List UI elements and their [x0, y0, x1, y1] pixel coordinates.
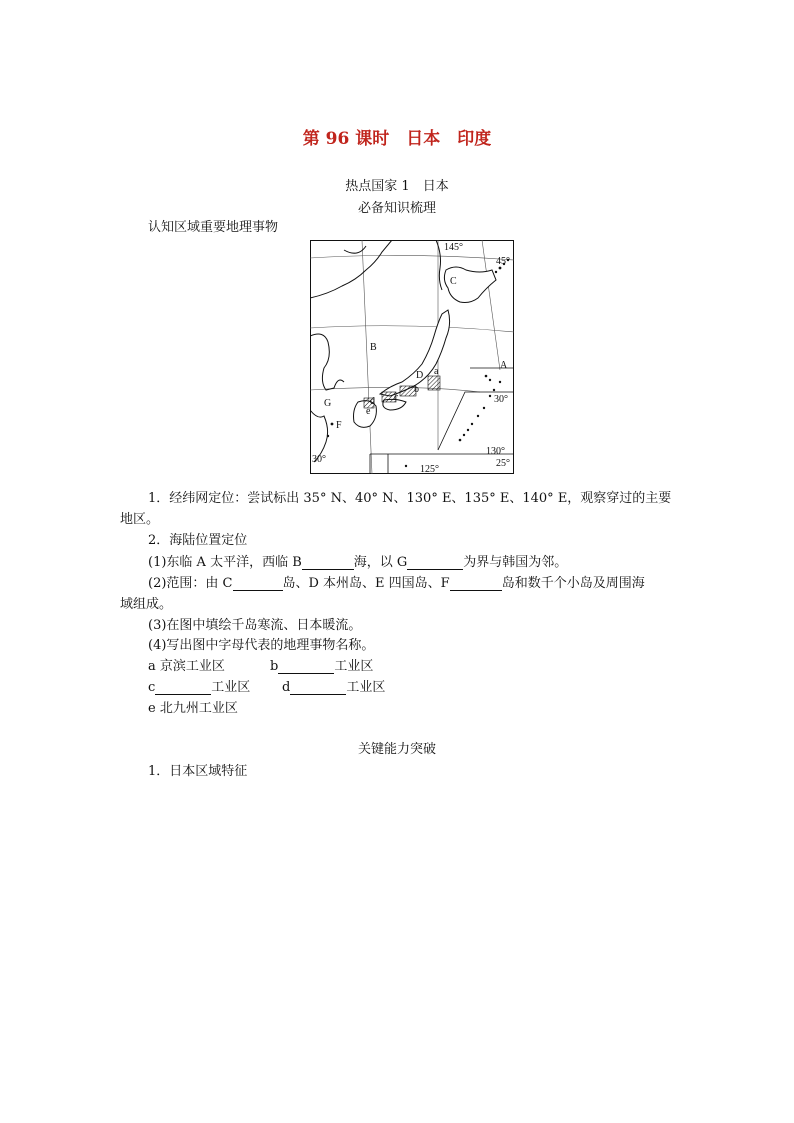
item-a: a 京滨工业区: [148, 659, 225, 674]
q2-2-part3: 岛和数千个小岛及周围海: [501, 576, 645, 591]
map-label-e: e: [366, 406, 371, 417]
map-label-d: d: [370, 396, 375, 407]
map-label-30-left: 30°: [312, 454, 326, 465]
item-b: b 工业区: [270, 659, 374, 674]
subheading-ability: 关键能力突破: [357, 742, 436, 757]
map-label-G: G: [324, 398, 332, 409]
map-label-C: C: [450, 276, 457, 287]
q2-1-part3: 为界与韩国为邻。: [463, 555, 568, 570]
q2-2-part1: (2)范围：由 C: [148, 576, 233, 591]
question-1-line2: 地区。: [120, 512, 160, 527]
subheading-knowledge: 必备知识梳理: [357, 201, 436, 216]
map-label-D: D: [416, 370, 424, 381]
japan-map: [310, 240, 514, 474]
answer-blank-b[interactable]: [278, 659, 334, 674]
answer-blank-strait[interactable]: [407, 555, 463, 570]
map-label-25: 25°: [496, 458, 510, 469]
item-d: d 工业区: [282, 680, 386, 695]
map-label-30-right: 30°: [494, 394, 508, 405]
answer-blank-c[interactable]: [155, 680, 211, 695]
answer-blank-island-c[interactable]: [233, 576, 283, 591]
question-1-line1: 1．经纬网定位：尝试标出 35° N、40° N、130° E、135° E、140° E，观察穿过的主要: [148, 491, 672, 506]
map-label-B: B: [370, 342, 377, 353]
item-c: c 工业区: [148, 680, 251, 695]
section-heading: 热点国家 1 日本: [345, 179, 449, 194]
map-label-F: F: [336, 420, 342, 431]
map-label-A: A: [500, 360, 508, 371]
map-label-125: 125°: [420, 464, 439, 474]
answer-blank-sea[interactable]: [302, 555, 354, 570]
question-2-3: (3)在图中填绘千岛寒流、日本暖流。: [148, 618, 362, 633]
q2-1-part1: (1)东临 A 太平洋，西临 B: [148, 555, 302, 570]
map-label-45: 45°: [496, 256, 510, 267]
map-label-c: c: [394, 392, 399, 403]
q2-2-part2: 岛、D 本州岛、E 四国岛、F: [282, 576, 450, 591]
item-e: e 北九州工业区: [148, 701, 238, 716]
question-2-2-line2: 域组成。: [120, 597, 173, 612]
question-2-heading: 2．海陆位置定位: [148, 533, 248, 548]
question-2-2: [148, 572, 645, 591]
question-2-1: [148, 551, 567, 570]
question-2-4: (4)写出图中字母代表的地理事物名称。: [148, 638, 375, 653]
map-label-b: b: [414, 384, 419, 395]
q2-1-part2: 海，以 G: [353, 555, 408, 570]
section-item-1: 1．日本区域特征: [148, 764, 248, 779]
answer-blank-island-f[interactable]: [450, 576, 502, 591]
map-label-130: 130°: [486, 446, 505, 457]
zone-a: [428, 376, 440, 390]
map-label-145: 145°: [444, 242, 463, 253]
intro-text: 认知区域重要地理事物: [148, 220, 279, 235]
map-label-a: a: [434, 366, 439, 377]
page-title: 第 96 课时 日本 印度: [302, 129, 492, 149]
answer-blank-d[interactable]: [290, 680, 346, 695]
